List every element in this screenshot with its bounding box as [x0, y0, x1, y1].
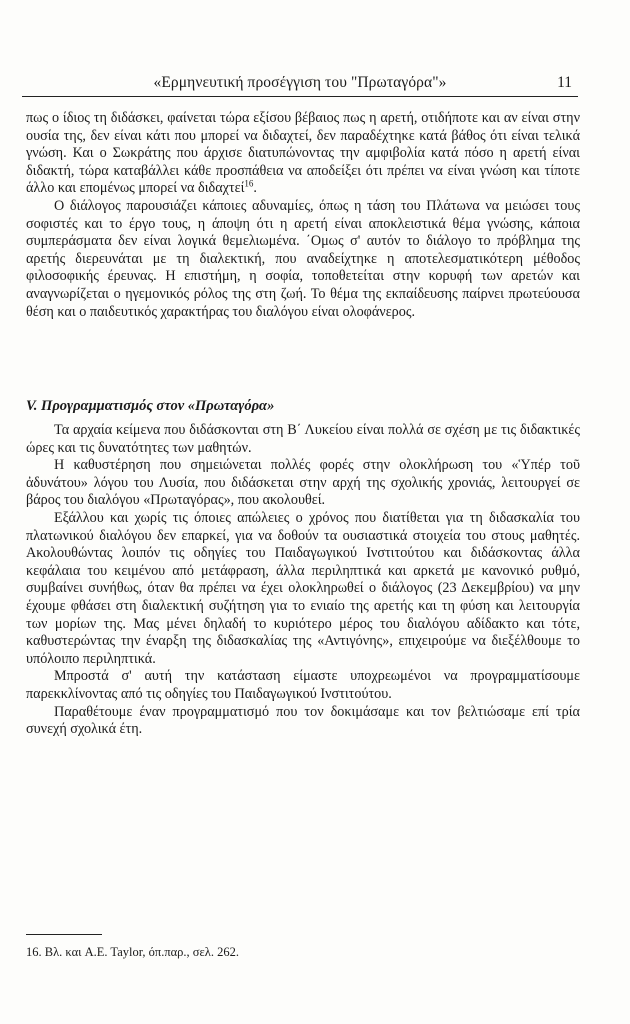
running-header — [22, 74, 578, 97]
page-number: 11 — [557, 74, 572, 91]
paragraph: Εξάλλου και χωρίς τις όποιες απώλειες ο χρόνος που διατίθεται για τη διδασκαλία του πλατωνικού διαλόγου δεν επαρκεί, για να δοθούν τα ουσιαστικά στοιχεία του στους μαθητές. Ακολουθώντας λοιπόν τις οδηγίες του Παιδαγωγικού Ινστιτούτου και διδάσκοντας άλλα κεφάλαια του κειμένου από μετάφραση, άλλα περιληπτικά και αρκετά με κανονικό ρυθμό, συμβαίνει συνήθως, όταν θα πρέπει να έχει ολοκληρωθεί ο διάλογος (23 Δεκεμβρίου) να μην έχουμε φθάσει στη διαλεκτική συζήτηση για το ενιαίο της αρετής και τη φύση και λειτουργία των μορίων της. Μας μένει δηλαδή το κυριότερο μέρος του διαλόγου αδίδακτο και τότε, καθυστερώντας την έναρξη της διδασκαλίας της «Αντιγόνης», επιχειρούμε να διεξέλθουμε το υπόλοιπο περιληπτικά. — [26, 509, 580, 667]
paragraph: Η καθυστέρηση που σημειώνεται πολλές φορές στην ολοκλήρωση του «Ὑπέρ τοῦ ἀδυνάτου» λόγου του Λυσία, που διδάσκεται στην αρχή της σχολικής χρονιάς, λειτουργεί σε βάρος του διαλόγου «Πρωταγόρας», που ακολουθεί. — [26, 457, 580, 509]
footnote-divider — [26, 934, 102, 935]
paragraph: Τα αρχαία κείμενα που διδάσκονται στη Β΄ Λυκείου είναι πολλά σε σχέση με τις διδακτικές ώρες και τις δυνατότητες των μαθητών. — [26, 422, 580, 456]
body-text-section — [26, 422, 580, 739]
paragraph-continued — [26, 110, 580, 198]
body-text-upper — [26, 110, 580, 321]
paragraph-end-punctuation: . — [253, 180, 257, 197]
paragraph: Ο διάλογος παρουσιάζει κάποιες αδυναμίες, όπως η τάση του Πλάτωνα να μειώσει τους σοφιστές και το έργο τους, η άποψη ότι η αρετή είναι αποκλειστικά θέμα γνώσης, κάποια συμπεράσματα δεν είναι λογικά θεμελιωμένα. ΄Ομως σ' αυτόν το διάλογο το πρόβλημα της αρετής διερευνάται με τη διαλεκτική, που αναδείχτηκε η αποτελεσματικότερη μέθοδος φιλοσοφικής έρευνας. Η επιστήμη, η σοφία, τοποθετείται στην κορυφή των αρετών και αναγνωρίζεται ο ηγεμονικός ρόλος της στη ζωή. Το θέμα της εκπαίδευσης παίρνει πρωτεύουσα θέση και ο παιδευτικός χαρακτήρας του διαλόγου είναι ολοφάνερος. — [26, 197, 580, 320]
paragraph-text: πως ο ίδιος τη διδάσκει, φαίνεται τώρα εξίσου βέβαιος πως η αρετή, οτιδήποτε και αν είναι στην ουσία της, δεν είναι κάτι που μπορεί να διδαχτεί, δεν παραδέχτηκε κατά βάθος ότι είναι τελικά γνώση. Και ο Σωκράτης που άρχισε διατυπώνοντας την αμφιβολία κατά πόσο η αρετή είναι διδακτή, τώρα καταβάλλει κάθε προσπάθεια να αποδείξει ότι πρέπει να είναι γνώση και τίποτε άλλο και επομένως μπορεί να διδαχτεί — [26, 110, 580, 197]
footnote-reference[interactable]: 16 — [244, 178, 254, 189]
footnote: 16. Βλ. και A.E. Taylor, όπ.παρ., σελ. 262. — [26, 945, 239, 959]
section-heading: V. Προγραμματισμός στον «Πρωταγόρα» — [26, 398, 275, 414]
running-header-title: «Ερμηνευτική προσέγγιση του "Πρωταγόρα"» — [153, 74, 447, 91]
paragraph: Μπροστά σ' αυτή την κατάσταση είμαστε υποχρεωμένοι να προγραμματίσουμε παρεκκλίνοντας από τις οδηγίες του Παιδαγωγικού Ινστιτούτου. — [26, 668, 580, 702]
paragraph: Παραθέτουμε έναν προγραμματισμό που τον δοκιμάσαμε και τον βελτιώσαμε επί τρία συνεχή σχολικά έτη. — [26, 703, 580, 738]
